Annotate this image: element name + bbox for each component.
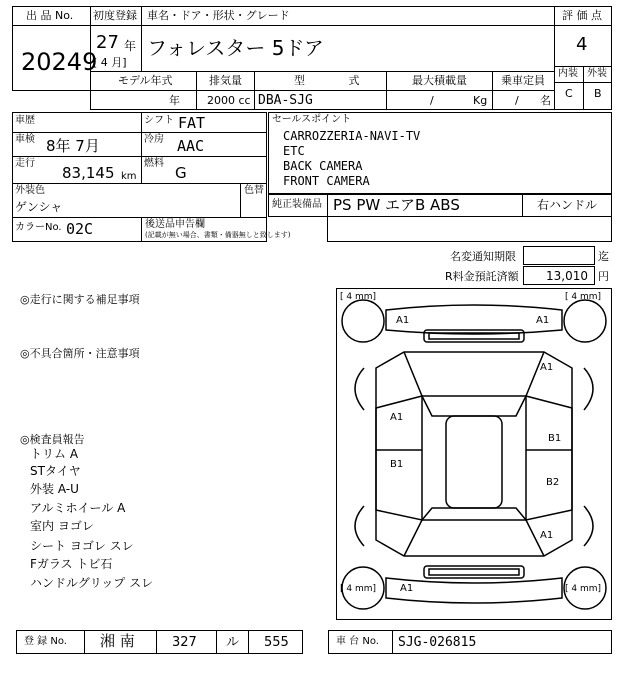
lot-number: 20249 <box>21 48 98 76</box>
damage-mark: A1 <box>400 583 414 594</box>
year-value: 27 <box>96 32 119 53</box>
tire-tread-rl: [ 4 mm] <box>340 584 377 594</box>
color-change-label: 色替 <box>244 185 264 196</box>
color-no-value: 02C <box>66 220 94 238</box>
car-body <box>376 352 572 556</box>
tire-tread-rr: [ 4 mm] <box>565 584 602 594</box>
displacement-value: 2000 cc <box>207 94 251 107</box>
model-year-label: モデル年式 <box>118 74 173 87</box>
fuel-label: 燃料 <box>144 158 164 169</box>
reg-class: 327 <box>172 635 197 650</box>
windshield <box>422 396 526 416</box>
defects-label: ◎不具合箇所・注意事項 <box>20 347 140 360</box>
chassis-value: SJG-026815 <box>398 635 477 650</box>
fuel-value: G <box>175 164 187 182</box>
exterior-label: 外装 <box>587 68 607 79</box>
reg-number: 555 <box>264 635 289 650</box>
left-rear-arch <box>355 506 364 546</box>
capacity-unit: 名 <box>540 94 551 107</box>
damage-mark: A1 <box>540 362 554 373</box>
interior-value: C <box>565 87 573 100</box>
history-label: 車歴 <box>15 115 35 126</box>
vehicle-label: 車名・ドア・形状・グレード <box>147 9 290 22</box>
sales-point-item: ETC <box>283 144 305 158</box>
reg-label: 登 録 No. <box>24 636 67 647</box>
damage-mark: A1 <box>540 530 554 541</box>
damage-mark: B1 <box>390 459 404 470</box>
shift-value: FAT <box>178 114 206 132</box>
roof <box>446 416 502 508</box>
left-front-arch <box>355 368 364 410</box>
max-load-label: 最大積載量 <box>412 74 467 87</box>
grade-value: 4 <box>576 34 588 55</box>
chassis-label: 車 台 No. <box>336 636 379 647</box>
post-report-note: (記載が無い場合、書類・備器無しと致します) <box>145 231 291 239</box>
inspector-item: トリム A <box>30 447 79 461</box>
type-label: 型 式 <box>294 74 360 87</box>
interior-label: 内装 <box>558 68 578 79</box>
inspector-item: 室内 ヨゴレ <box>30 519 94 533</box>
name-change-unit: 迄 <box>598 250 609 263</box>
damage-mark: B2 <box>546 477 560 488</box>
tire-front-right <box>564 300 606 342</box>
damage-mark: B1 <box>548 433 562 444</box>
equipment-value: PS PW エアB ABS <box>333 196 460 214</box>
exterior-value: B <box>594 87 602 100</box>
shift-label: シフト <box>144 115 174 126</box>
inspector-item: STタイヤ <box>30 464 81 478</box>
color-value: ゲンシャ <box>15 200 63 214</box>
tire-tread-fr: [ 4 mm] <box>565 292 602 302</box>
car-condition-diagram <box>336 288 612 620</box>
recycle-unit: 円 <box>598 270 609 283</box>
reg-kana: ル <box>226 635 240 650</box>
name-change-label: 名変通知期限 <box>450 250 516 263</box>
lot-label: 出 品 No. <box>26 9 74 22</box>
post-report-label: 後送品申告欄 <box>145 219 205 230</box>
damage-mark: A1 <box>390 412 404 423</box>
tire-front-left <box>342 300 384 342</box>
first-reg-label: 初度登録 <box>93 9 137 22</box>
equipment-label: 純正装備品 <box>272 199 322 210</box>
sales-points-label: セールスポイント <box>272 114 352 125</box>
rear-glass <box>422 508 526 520</box>
grade-label: 評 価 点 <box>562 9 602 22</box>
color-no-label: カラーNo. <box>15 222 62 233</box>
sales-point-item: CARROZZERIA-NAVI-TV <box>283 129 421 143</box>
recycle-value: 13,010 <box>546 269 588 283</box>
inspection-value: 8年 7月 <box>46 137 100 155</box>
damage-mark: A1 <box>396 315 410 326</box>
tire-tread-fl: [ 4 mm] <box>340 292 377 302</box>
model-year-unit: 年 <box>169 94 180 107</box>
year-unit: 年 <box>124 39 137 53</box>
mileage-unit: km <box>121 171 137 182</box>
hood <box>404 352 544 396</box>
type-value: DBA-SJG <box>258 93 313 108</box>
name-change-field <box>523 246 595 265</box>
inspector-item: Fガラス トビ石 <box>30 557 113 571</box>
max-load-value: / <box>430 94 434 107</box>
damage-mark: A1 <box>536 315 550 326</box>
mileage-label: 走行 <box>15 158 35 169</box>
max-load-unit: Kg <box>473 94 488 107</box>
vehicle-name: フォレスター 5ドア <box>147 36 324 60</box>
color-label: 外装色 <box>15 185 45 196</box>
aircon-label: 冷房 <box>144 134 164 145</box>
mileage-value: 83,145 <box>62 164 115 182</box>
trunk <box>404 520 544 556</box>
driving-notes-label: ◎走行に関する補足事項 <box>20 293 140 306</box>
inspector-label: ◎検査員報告 <box>20 433 85 446</box>
recycle-label: R料金預託済額 <box>445 270 519 283</box>
sales-point-item: FRONT CAMERA <box>283 174 370 188</box>
inspection-label: 車検 <box>15 134 35 145</box>
reg-area: 湘 南 <box>100 632 135 650</box>
sales-point-item: BACK CAMERA <box>283 159 363 173</box>
right-rear-arch <box>584 506 593 546</box>
handle-value: 右ハンドル <box>537 198 598 212</box>
capacity-label: 乗車定員 <box>501 74 545 87</box>
month-text: [ 4 月] <box>93 56 127 69</box>
inspector-item: シート ヨゴレ スレ <box>30 539 134 553</box>
capacity-value: / <box>515 94 519 107</box>
displacement-label: 排気量 <box>209 74 242 87</box>
aircon-value: AAC <box>177 137 205 155</box>
inspector-item: 外装 A-U <box>30 482 79 496</box>
inspector-item: ハンドルグリップ スレ <box>30 576 154 590</box>
inspector-item: アルミホイール A <box>30 501 126 515</box>
right-front-arch <box>584 368 593 410</box>
right-side <box>526 396 572 520</box>
